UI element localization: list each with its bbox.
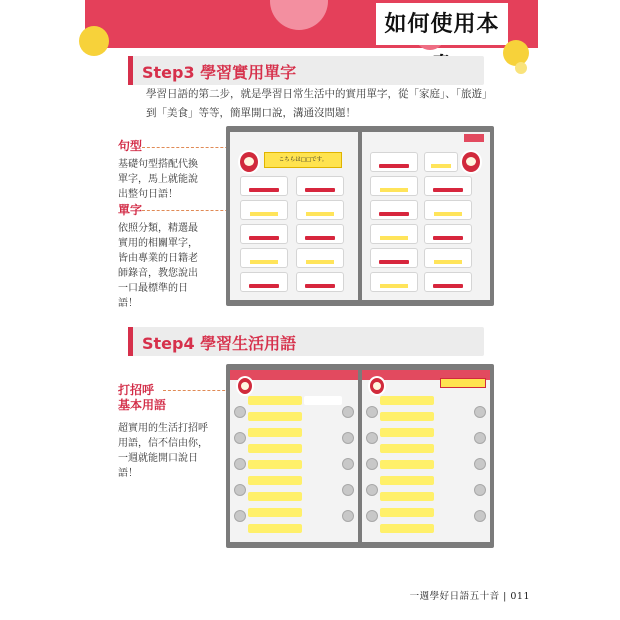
note-pattern xyxy=(118,139,206,202)
step-tab xyxy=(464,134,484,142)
pattern-text: こちらは□□です。 xyxy=(278,157,328,163)
spread-left-page xyxy=(230,370,358,542)
note-heading: 單字 xyxy=(118,203,143,217)
step3-intro: 學習日語的第二步，就是學習日常生活中的實用單字，從「家庭」、「旅遊」到「美食」等等，簡單開口說，溝通沒問題！ xyxy=(146,88,488,119)
note-heading: 句型 xyxy=(118,139,143,153)
leader-line xyxy=(163,390,235,391)
step4-title: Step4 學習生活用語 xyxy=(142,334,297,353)
pattern-box xyxy=(264,152,342,168)
page-title: 如何使用本 xyxy=(376,3,508,45)
step4-book-spread xyxy=(226,364,494,548)
note-body: 依照分類，精選最實用的相關單字，皆由專業的日籍老師錄音，教您說出一口最標準的日語！ xyxy=(118,223,198,309)
banner-dot xyxy=(79,26,109,56)
leader-line xyxy=(142,210,238,211)
top-banner xyxy=(85,0,538,48)
daruma-icon xyxy=(236,376,254,396)
step4-header xyxy=(128,327,484,356)
step-accent-bar xyxy=(128,56,133,85)
daruma-icon xyxy=(460,150,482,174)
note-greetings xyxy=(118,383,208,481)
step3-header xyxy=(128,56,484,85)
leader-line xyxy=(142,147,238,148)
note-body: 超實用的生活打招呼用語，信不信由你，一週就能開口說日語！ xyxy=(118,423,208,479)
banner-dot xyxy=(270,0,328,30)
spread-right-page xyxy=(362,132,490,300)
spread-left-page xyxy=(230,132,358,300)
note-vocab xyxy=(118,203,206,311)
decor-yellow-dot xyxy=(515,62,527,74)
daruma-icon xyxy=(368,376,386,396)
step3-title: Step3 學習實用單字 xyxy=(142,63,297,82)
decor-yellow-dot xyxy=(503,40,529,66)
page-footer: 一週學好日語五十音 | 011 xyxy=(409,591,530,602)
step-accent-bar xyxy=(128,327,133,356)
note-body: 基礎句型搭配代換單字，馬上就能說出整句日語！ xyxy=(118,159,198,200)
note-heading: 打招呼 基本用語 xyxy=(118,383,167,412)
daruma-icon xyxy=(238,150,260,174)
section-title-box xyxy=(440,378,486,388)
spread-right-page xyxy=(362,370,490,542)
step3-book-spread xyxy=(226,126,494,306)
